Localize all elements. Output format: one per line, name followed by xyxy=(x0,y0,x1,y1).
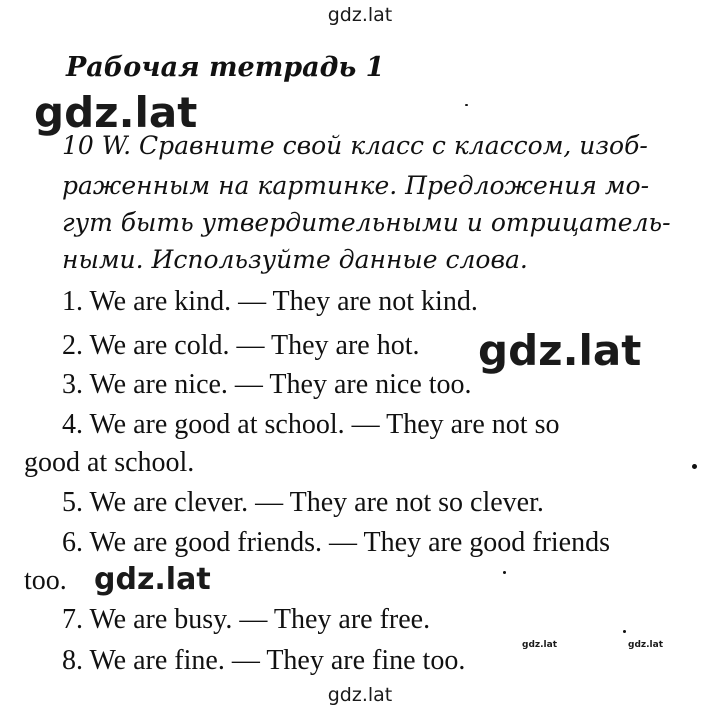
watermark-small: gdz.lat xyxy=(628,640,664,650)
answer-line-6: 6. We are good friends. — They are good friends xyxy=(62,527,610,558)
answer-line-5: 5. We are clever. — They are not so clever. xyxy=(62,487,544,518)
task-text-line: 10 W. Сравните свой класс с классом, изоб- xyxy=(62,131,648,160)
task-text-line: ными. Используйте данные слова. xyxy=(62,245,528,274)
answer-line-7: 7. We are busy. — They are free. xyxy=(62,604,431,635)
watermark-medium: gdz.lat xyxy=(94,562,211,597)
watermark-large: gdz.lat xyxy=(478,326,642,375)
speck-dot xyxy=(503,571,506,574)
task-text-line: гут быть утвердительными и отрицатель- xyxy=(62,208,671,237)
answer-line-4: 4. We are good at school. — They are not so xyxy=(62,409,560,440)
answer-line-2: 2. We are cold. — They are hot. xyxy=(62,330,420,361)
answer-line-4-continued: good at school. xyxy=(24,447,195,478)
answer-line-6-continued: too. xyxy=(24,565,67,596)
watermark-top: gdz.lat xyxy=(327,4,393,26)
watermark-large: gdz.lat xyxy=(34,88,198,137)
task-text-line: раженным на картинке. Предложения мо- xyxy=(62,171,650,200)
answer-line-3: 3. We are nice. — They are nice too. xyxy=(62,369,472,400)
answer-line-8: 8. We are fine. — They are fine too. xyxy=(62,645,466,676)
speck-dot xyxy=(692,464,697,469)
speck-dot xyxy=(465,104,468,106)
watermark-small: gdz.lat xyxy=(522,640,558,650)
speck-dot xyxy=(623,630,626,633)
watermark-bottom: gdz.lat xyxy=(327,684,393,706)
answer-line-1: 1. We are kind. — They are not kind. xyxy=(62,286,478,317)
page-heading: Рабочая тетрадь 1 xyxy=(66,52,385,83)
